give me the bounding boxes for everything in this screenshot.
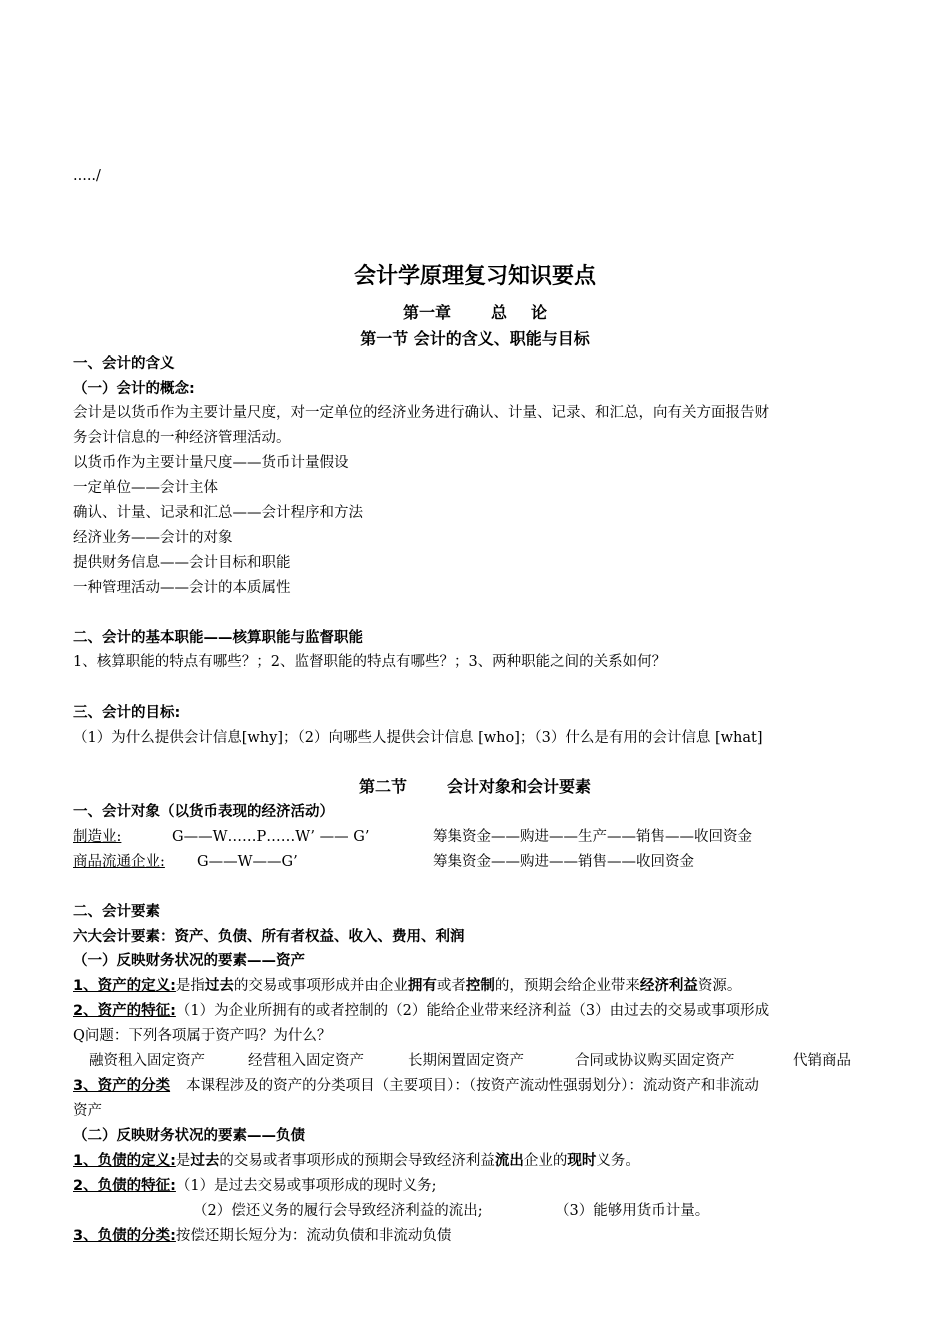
- liability-feature-3: （3）能够用货币计量。: [555, 1203, 710, 1219]
- chapter-heading: 第一章 总 论: [402, 303, 548, 322]
- paragraph-definition-2: 务会计信息的一种经济管理活动。: [73, 430, 291, 446]
- asset-option: 经营租入固定资产: [248, 1053, 364, 1069]
- list-item: 一种管理活动——会计的本质属性: [73, 580, 291, 596]
- liability-definition: 1、负债的定义:是过去的交易或者事项形成的预期会导致经济利益流出企业的现时义务。: [73, 1153, 640, 1169]
- heading-basic-functions: 二、会计的基本职能——核算职能与监督职能: [73, 630, 363, 646]
- commerce-label: 商品流通企业:: [73, 854, 165, 870]
- list-item: 一定单位——会计主体: [73, 480, 218, 496]
- liability-feature-2: （2）偿还义务的履行会导致经济利益的流出;: [193, 1203, 483, 1219]
- list-item: 提供财务信息——会计目标和职能: [73, 555, 291, 571]
- six-elements: 六大会计要素：资产、负债、所有者权益、收入、费用、利润: [73, 929, 465, 945]
- paragraph-goals: （1）为什么提供会计信息[why]；（2）向哪些人提供会计信息 [who]；（3）什么是有用的会计信息 [what]: [73, 730, 763, 746]
- commerce-formula: G——W——G’: [197, 854, 298, 870]
- section-2-heading: 第二节 会计对象和会计要素: [358, 777, 592, 796]
- heading-accounting-meaning: 一、会计的含义: [73, 356, 175, 372]
- header-mark: ...../: [73, 168, 101, 184]
- section-1-heading: 第一节 会计的含义、职能与目标: [360, 329, 590, 348]
- asset-classification-cont: 资产: [73, 1103, 102, 1119]
- commerce-flow: 筹集资金——购进——销售——收回资金: [433, 854, 694, 870]
- list-item: 确认、计量、记录和汇总——会计程序和方法: [73, 505, 363, 521]
- asset-features: 2、资产的特征:（1）为企业所拥有的或者控制的（2）能给企业带来经济利益（3）由过去的交易或事项形成: [73, 1003, 770, 1019]
- heading-accounting-elements: 二、会计要素: [73, 904, 160, 920]
- list-item: 经济业务——会计的对象: [73, 530, 233, 546]
- manufacturing-flow: 筹集资金——购进——生产——销售——收回资金: [433, 829, 752, 845]
- paragraph-definition-1: 会计是以货币作为主要计量尺度，对一定单位的经济业务进行确认、计量、记录、和汇总，向有关方面报告财: [73, 405, 769, 421]
- liability-features: 2、负债的特征:（1）是过去交易或事项形成的现时义务;: [73, 1178, 437, 1194]
- asset-classification: 3、资产的分类 本课程涉及的资产的分类项目（主要项目）：（按资产流动性强弱划分）：流动资产和非流动: [73, 1078, 759, 1094]
- heading-liabilities: （二）反映财务状况的要素——负债: [73, 1128, 305, 1144]
- document-title: 会计学原理复习知识要点: [353, 264, 596, 289]
- asset-option: 长期闲置固定资产: [408, 1053, 524, 1069]
- manufacturing-formula: G——W……P……W’ —— G’: [172, 829, 370, 845]
- heading-assets: （一）反映财务状况的要素——资产: [73, 953, 305, 969]
- manufacturing-label: 制造业:: [73, 829, 122, 845]
- liability-classification: 3、负债的分类:按偿还期长短分为：流动负债和非流动负债: [73, 1228, 452, 1244]
- asset-question: Q问题：下列各项属于资产吗？为什么？: [73, 1028, 332, 1044]
- asset-option: 融资租入固定资产: [89, 1053, 205, 1069]
- paragraph-functions: 1、核算职能的特点有哪些？；2、监督职能的特点有哪些？；3、两种职能之间的关系如何？: [73, 654, 667, 670]
- list-item: 以货币作为主要计量尺度——货币计量假设: [73, 455, 349, 471]
- asset-definition: 1、资产的定义:是指过去的交易或事项形成并由企业拥有或者控制的，预期会给企业带来经济利益资源。: [73, 978, 742, 994]
- heading-accounting-goals: 三、会计的目标:: [73, 705, 181, 721]
- asset-option: 合同或协议购买固定资产: [575, 1053, 735, 1069]
- heading-accounting-concept: （一）会计的概念:: [73, 381, 195, 397]
- heading-accounting-object: 一、会计对象（以货币表现的经济活动）: [73, 804, 334, 820]
- asset-option: 代销商品: [793, 1053, 851, 1069]
